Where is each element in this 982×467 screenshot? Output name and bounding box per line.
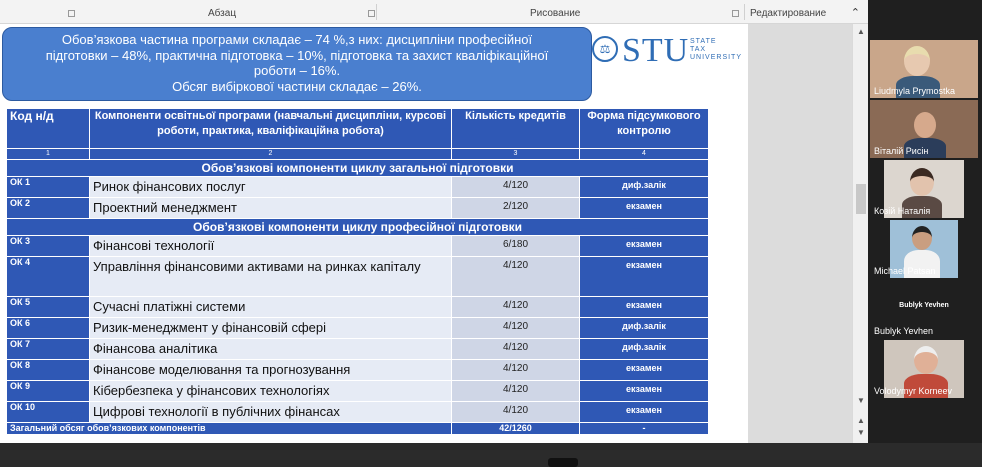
row-name: Кібербезпека у фінансових технологіях [90, 381, 452, 402]
row-credits: 6/180 [452, 236, 580, 257]
participant-name: Michael Patsan [874, 266, 936, 276]
vertical-scrollbar[interactable] [852, 24, 868, 443]
participant-name: Bublyk Yevhen [874, 326, 934, 336]
row-credits: 4/120 [452, 297, 580, 318]
mouse-pointer-icon [548, 458, 578, 467]
row-form: екзамен [580, 360, 709, 381]
row-code: ОК 8 [7, 360, 90, 381]
section-professional-heading: Обов’язкові компоненти циклу професійної підготовки [7, 219, 709, 236]
callout-line: роботи – 16%. [253, 63, 341, 78]
participant-tile[interactable] [870, 220, 978, 278]
callout-line: Обсяг вибіркової частини складає – 26%. [172, 78, 422, 94]
total-credits: 42/1260 [452, 423, 580, 435]
header-credits: Кількість кредитів [452, 109, 580, 149]
participant-head [914, 346, 938, 374]
participant-name: Volodymyr Korneev [874, 386, 953, 396]
participant-placeholder-name: Bublyk Yevhen [899, 302, 949, 309]
logo-line: TAX [690, 46, 707, 53]
row-form: диф.залік [580, 318, 709, 339]
row-code: ОК 7 [7, 339, 90, 360]
table-row [7, 381, 709, 402]
font-dialog-launcher-icon[interactable] [368, 10, 375, 17]
ribbon-group-drawing: Рисование [530, 8, 581, 19]
section-general-heading: Обов’язкові компоненти циклу загальної підготовки [7, 160, 709, 177]
row-name: Цифрові технології в публічних фінансах [90, 402, 452, 423]
header-component: Компоненти освітньої програми (навчальні дисципліни, курсові роботи, практика, кваліфікаційна робота) [90, 109, 452, 149]
university-logo [592, 32, 742, 72]
participant-tile[interactable] [870, 160, 978, 218]
column-number: 2 [90, 149, 452, 160]
total-form: - [580, 423, 709, 435]
program-table [6, 108, 709, 435]
row-form: диф.залік [580, 177, 709, 198]
ribbon-group-editing: Редактирование [750, 8, 827, 19]
slide-callout [2, 27, 592, 101]
row-name: Фінансове моделювання та прогнозування [90, 360, 452, 381]
row-name: Фінансові технології [90, 236, 452, 257]
row-credits: 2/120 [452, 198, 580, 219]
ribbon-bar [0, 0, 868, 24]
seal-icon: ⚖ [592, 36, 618, 62]
slide-page [0, 24, 748, 443]
column-number: 4 [580, 149, 709, 160]
column-number: 3 [452, 149, 580, 160]
table-row [7, 257, 709, 297]
participant-head [910, 168, 934, 196]
participant-tile[interactable] [870, 280, 978, 338]
row-name: Проектний менеджмент [90, 198, 452, 219]
logo-subtitle [690, 38, 742, 62]
drawing-dialog-launcher-icon[interactable] [732, 10, 739, 17]
scroll-up-icon[interactable]: ▲ [857, 27, 865, 36]
participant-head [914, 112, 936, 138]
row-credits: 4/120 [452, 339, 580, 360]
participant-name: Віталій Рисін [874, 146, 929, 156]
logo-mark: STU [622, 32, 690, 69]
header-code: Код н/д [7, 109, 90, 149]
paragraph-dialog-launcher-icon[interactable] [68, 10, 75, 17]
callout-line: підготовки – 48%, практична підготовка – 10%, підготовка та захист кваліфікаційної [45, 47, 549, 63]
table-row [7, 360, 709, 381]
table-row [7, 318, 709, 339]
logo-line: STATE [690, 38, 717, 45]
row-name: Ринок фінансових послуг [90, 177, 452, 198]
row-name: Ризик-менеджмент у фінансовій сфері [90, 318, 452, 339]
participant-tile[interactable] [870, 340, 978, 398]
callout-line: Обов’язкова частина програми складає – 74 %,з них: дисципліни професійної [61, 32, 533, 47]
row-credits: 4/120 [452, 318, 580, 339]
row-code: ОК 6 [7, 318, 90, 339]
participant-tile[interactable] [870, 40, 978, 98]
row-name: Фінансова аналітика [90, 339, 452, 360]
scroll-thumb[interactable] [856, 184, 866, 214]
participant-name: Козій Наталія [874, 206, 931, 216]
row-credits: 4/120 [452, 360, 580, 381]
row-code: ОК 5 [7, 297, 90, 318]
participant-head [912, 226, 932, 250]
row-code: ОК 2 [7, 198, 90, 219]
table-row [7, 177, 709, 198]
table-row [7, 339, 709, 360]
column-number: 1 [7, 149, 90, 160]
table-row [7, 198, 709, 219]
row-credits: 4/120 [452, 257, 580, 297]
participant-head [904, 46, 930, 76]
logo-line: UNIVERSITY [690, 54, 743, 61]
row-form: екзамен [580, 381, 709, 402]
page-up-icon[interactable]: ▲ [857, 416, 865, 425]
row-form: екзамен [580, 257, 709, 297]
row-credits: 4/120 [452, 177, 580, 198]
ribbon-group-paragraph: Абзац [208, 8, 237, 19]
table-row [7, 402, 709, 423]
participant-tile[interactable] [870, 100, 978, 158]
header-control-form: Форма підсумкового контролю [580, 109, 709, 149]
row-form: екзамен [580, 402, 709, 423]
row-code: ОК 10 [7, 402, 90, 423]
row-form: екзамен [580, 297, 709, 318]
total-label: Загальний обсяг обов’язкових компонентів [7, 423, 452, 435]
ribbon-separator [376, 4, 377, 20]
document-area [0, 24, 852, 443]
row-credits: 4/120 [452, 381, 580, 402]
row-code: ОК 1 [7, 177, 90, 198]
row-form: екзамен [580, 198, 709, 219]
row-form: диф.залік [580, 339, 709, 360]
table-row [7, 236, 709, 257]
page-down-icon[interactable]: ▼ [857, 428, 865, 437]
row-code: ОК 3 [7, 236, 90, 257]
row-code: ОК 9 [7, 381, 90, 402]
table-row [7, 297, 709, 318]
participants-panel [868, 0, 982, 443]
row-code: ОК 4 [7, 257, 90, 297]
scroll-down-icon[interactable]: ▼ [857, 396, 865, 405]
ribbon-separator [744, 4, 745, 20]
participant-name: Liudmyla Prymostka [874, 86, 956, 96]
row-credits: 4/120 [452, 402, 580, 423]
total-row [7, 423, 709, 435]
row-name: Сучасні платіжні системи [90, 297, 452, 318]
row-form: екзамен [580, 236, 709, 257]
row-name: Управління фінансовими активами на ринках капіталу [90, 257, 452, 297]
chevron-up-icon[interactable]: ⌃ [850, 7, 860, 19]
